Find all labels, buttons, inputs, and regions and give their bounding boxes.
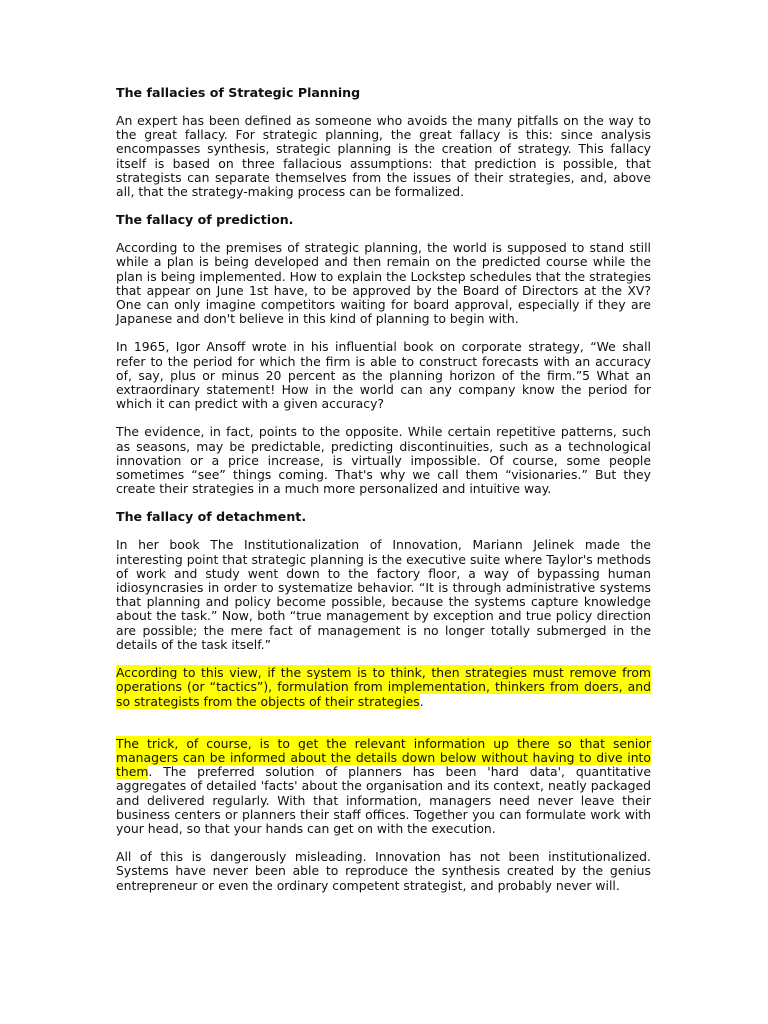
highlighted-text: According to this view, if the system is to think, then strategies must remove from operations (or “tactics”), formulation from implementation, thinkers from doers, and so strategists from the objects of their strategies: [116, 665, 651, 709]
paragraph-tail: .: [419, 693, 424, 709]
section-heading-detachment: The fallacy of detachment.: [116, 509, 307, 525]
paragraph: According to the premises of strategic planning, the world is supposed to stand still while a plan is being developed and then remain on the predicted course while the plan is being implemented. How to explain the Lockstep schedules that the strategies that appear on June 1st have, to be approved by the Board of Directors at the XV? One can only imagine competitors waiting for board approval, especially if they are Japanese and don't believe in this kind of planning to begin with.: [116, 240, 651, 327]
document-title: The fallacies of Strategic Planning: [116, 85, 361, 100]
highlighted-paragraph: [116, 666, 651, 709]
blank-line: [116, 723, 651, 737]
intro-paragraph: An expert has been defined as someone who avoids the many pitfalls on the way to the great fallacy. For strategic planning, the great fallacy is this: since analysis encompasses synthesis, strategic planning is the creation of strategy. This fallacy itself is based on three fallacious assumptions: that prediction is possible, that strategists can separate themselves from the issues of their strategies, and, above all, that the strategy-making process can be formalized.: [116, 113, 651, 200]
paragraph: All of this is dangerously misleading. Innovation has not been institutionalized. Systems have never been able to reproduce the synthesis created by the genius entrepreneur or even the ordinary competent strategist, and probably never will.: [116, 849, 651, 893]
paragraph: In 1965, Igor Ansoff wrote in his influential book on corporate strategy, “We shall refer to the period for which the firm is able to construct forecasts with an accuracy of, say, plus or minus 20 percent as the planning horizon of the firm.”5 What an extraordinary statement! How in the world can any company know the period for which it can predict with a given accuracy?: [116, 339, 651, 412]
highlighted-paragraph: [116, 737, 651, 836]
highlighted-text: The trick, of course, is to get the relevant information up there so that senior managers can be informed about the details down below without having to dive into them: [116, 735, 651, 780]
paragraph-tail: . The preferred solution of planners has been 'hard data', quantitative aggregates of detailed 'facts' about the organisation and its context, neatly packaged and delivered regularly. With that information, managers need never leave their business centers or planners their staff offices. Together you can formulate work with your head, so that your hands can get on with the execution.: [116, 764, 651, 836]
paragraph: The evidence, in fact, points to the opposite. While certain repetitive patterns, such as seasons, may be predictable, predicting discontinuities, such as a technological innovation or a price increase, is virtually impossible. Of course, some people sometimes “see” things coming. That's why we call them “visionaries.” But they create their strategies in a much more personalized and intuitive way.: [116, 424, 651, 497]
paragraph: In her book The Institutionalization of Innovation, Mariann Jelinek made the interesting point that strategic planning is the executive suite where Taylor's methods of work and study went down to the factory floor, a way of bypassing human idiosyncrasies in order to systematize behavior. “It is through administrative systems that planning and policy become possible, because the systems capture knowledge about the task.” Now, both “true management by exception and true policy direction are possible; the mere fact of management is no longer totally submerged in the details of the task itself.”: [116, 537, 651, 652]
section-heading-prediction: The fallacy of prediction.: [116, 212, 294, 228]
